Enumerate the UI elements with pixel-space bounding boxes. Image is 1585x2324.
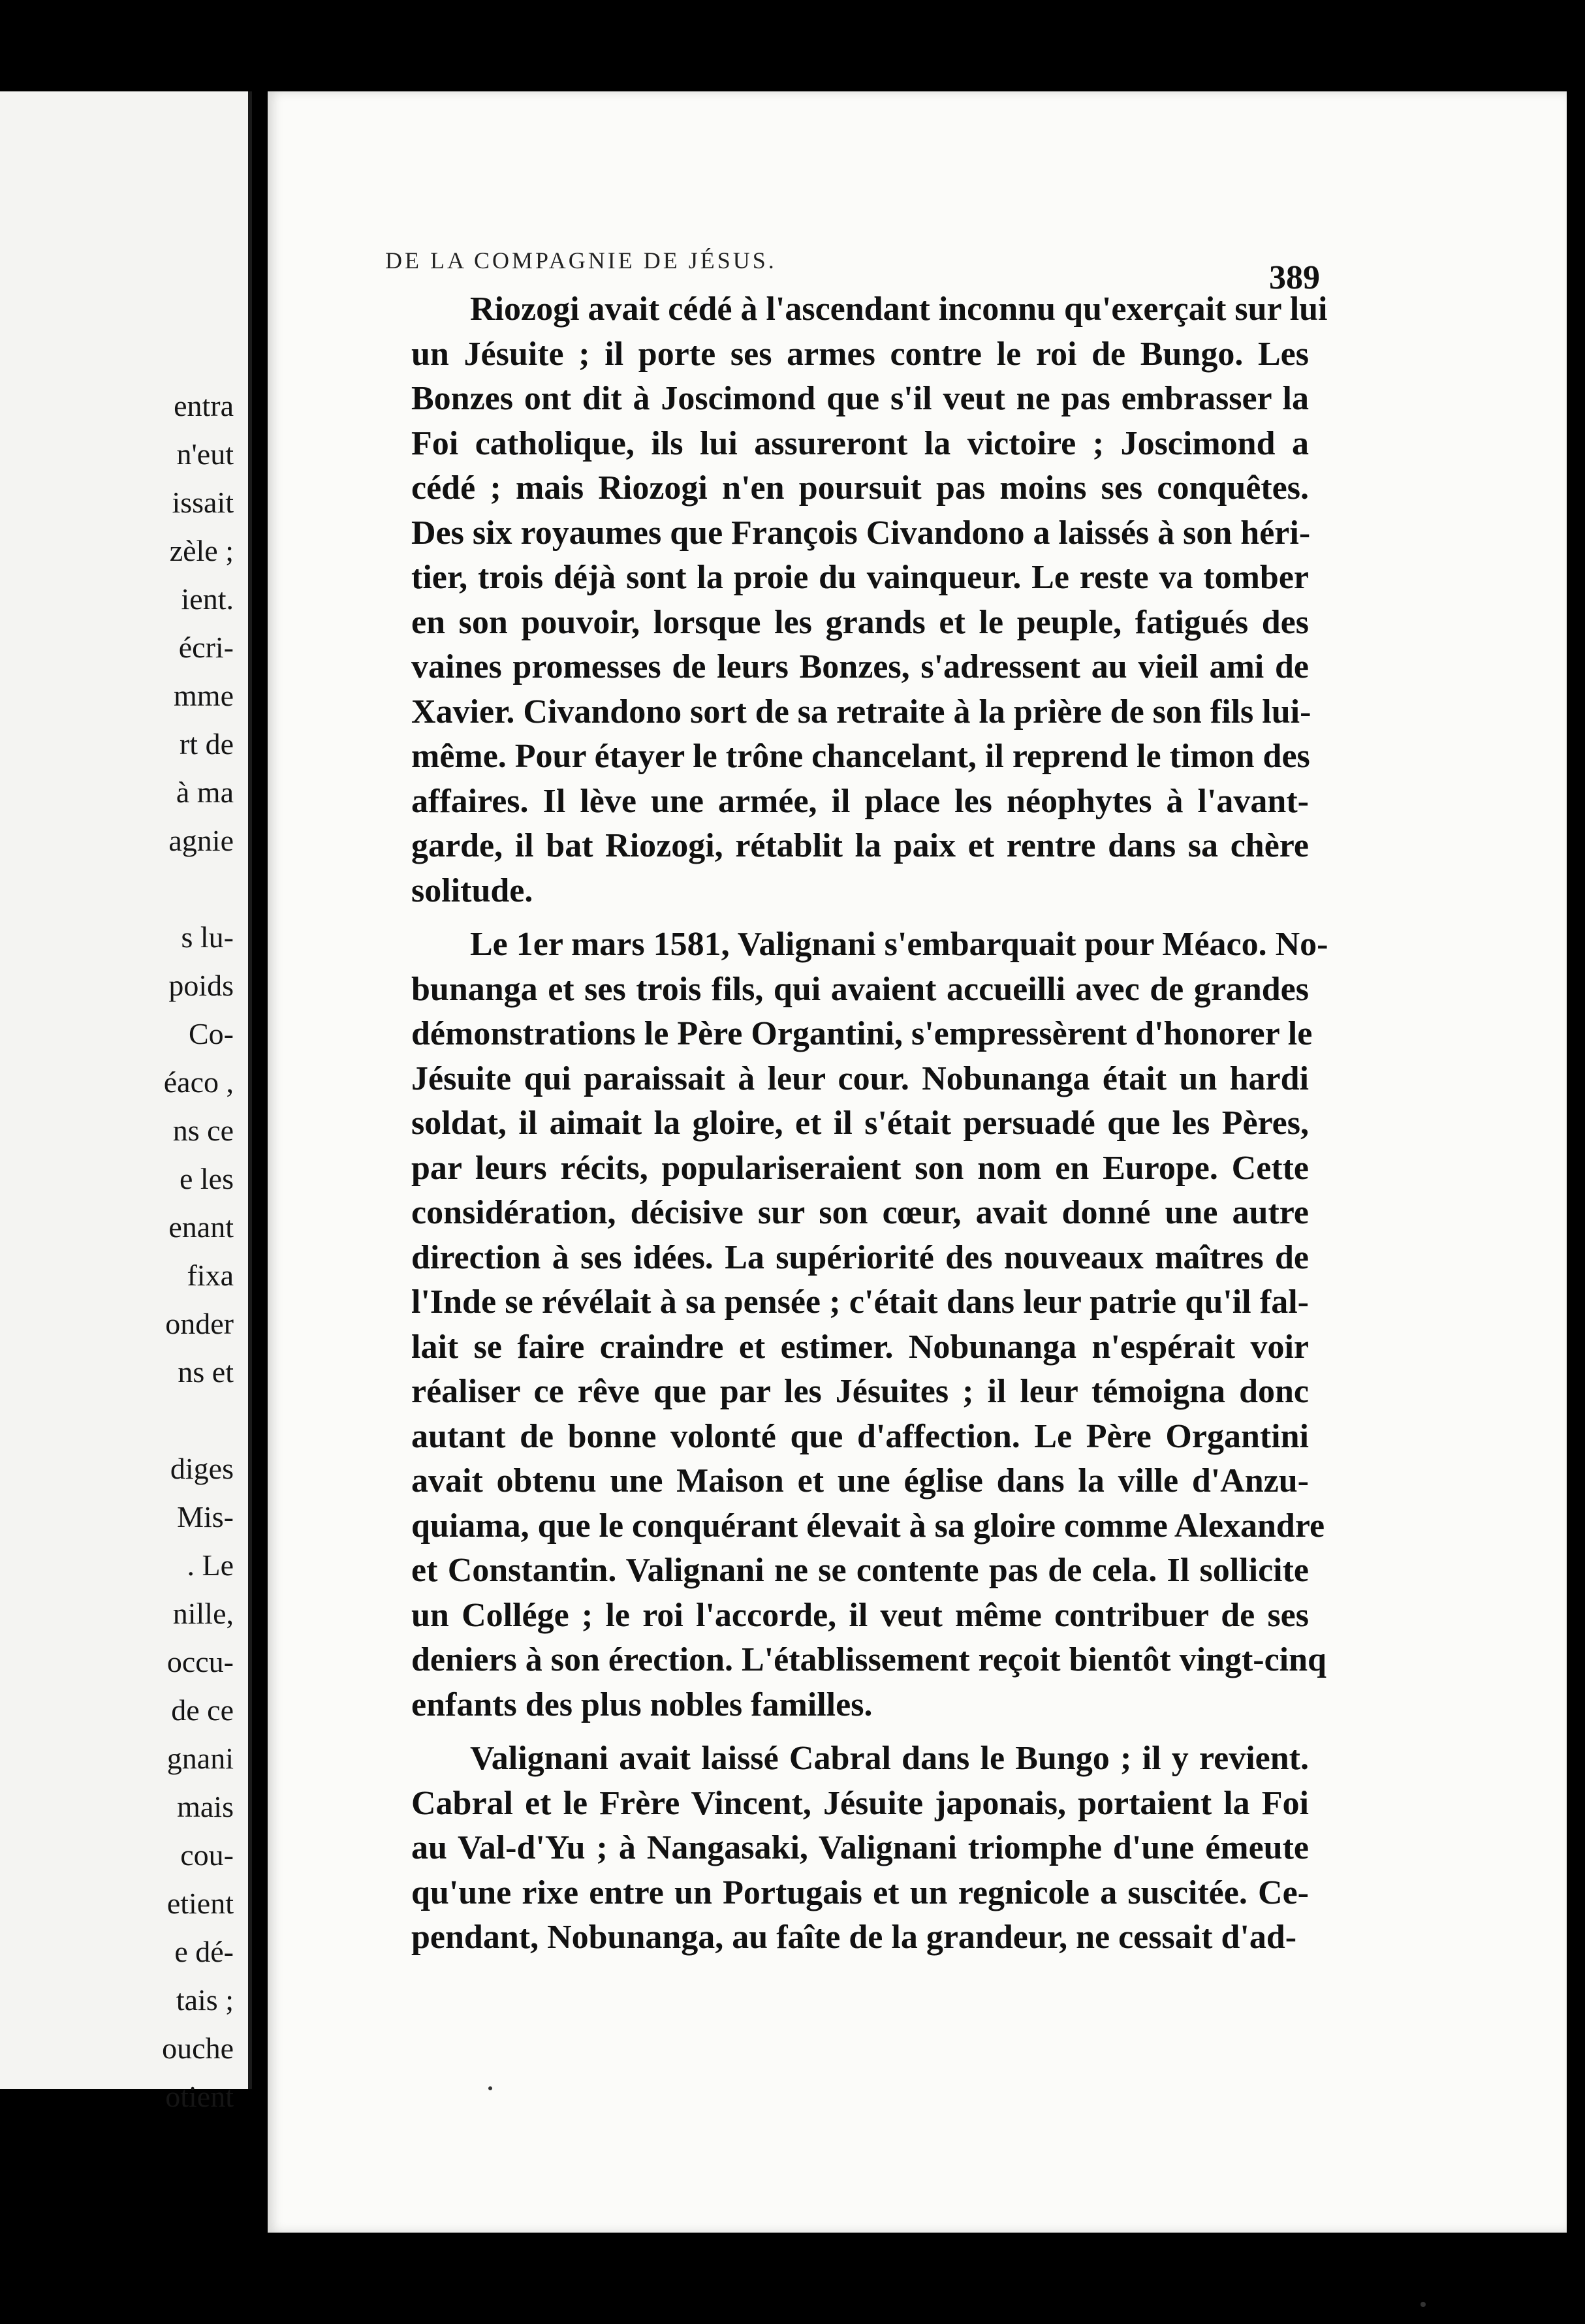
text-line: deniers à son érection. L'établissement reçoit bientôt vingt-cinq bbox=[411, 1641, 1326, 1678]
text-line: réaliser ce rêve que par les Jésuites ; il leur témoigna donc bbox=[411, 1373, 1309, 1410]
left-page-line: éaco , bbox=[163, 1065, 234, 1099]
left-page-line: etient bbox=[166, 1887, 234, 1920]
text-line: enfants des plus nobles familles. bbox=[411, 1686, 873, 1723]
left-page-line: ns ce bbox=[172, 1114, 234, 1147]
text-line: tier, trois déjà sont la proie du vainqueur. Le reste va tomber bbox=[411, 559, 1309, 596]
text-line: par leurs récits, populariseraient son nom en Europe. Cette bbox=[411, 1149, 1309, 1187]
left-page-line: agnie bbox=[168, 824, 234, 857]
left-page-line: entra bbox=[174, 389, 234, 422]
text-line: Jésuite qui paraissait à leur cour. Nobunanga était un hardi bbox=[411, 1060, 1309, 1097]
text-line: direction à ses idées. La supériorité des nouveaux maîtres de bbox=[411, 1238, 1309, 1276]
speck bbox=[1420, 2302, 1426, 2307]
text-line: vaines promesses de leurs Bonzes, s'adressent au vieil ami de bbox=[411, 648, 1309, 685]
left-page-line: poids bbox=[168, 969, 234, 1002]
text-line: démonstrations le Père Organtini, s'empressèrent d'honorer le bbox=[411, 1015, 1313, 1052]
text-line: solitude. bbox=[411, 872, 533, 909]
left-page-line: zèle ; bbox=[169, 534, 234, 567]
left-page-line: mais bbox=[177, 1790, 234, 1823]
left-page-line: e les bbox=[179, 1162, 234, 1195]
text-line: autant de bonne volonté que d'affection. Le Père Organtini bbox=[411, 1417, 1309, 1455]
speck bbox=[488, 2086, 492, 2090]
left-page-line: occu- bbox=[166, 1645, 234, 1678]
left-page-line: s lu- bbox=[181, 920, 234, 954]
left-page-line: . Le bbox=[187, 1548, 234, 1582]
text-line: Foi catholique, ils lui assureront la victoire ; Joscimond a bbox=[411, 424, 1309, 462]
left-page-line: Mis- bbox=[177, 1500, 234, 1533]
left-page-line bbox=[0, 865, 242, 913]
text-line: au Val-d'Yu ; à Nangasaki, Valignani triomphe d'une émeute bbox=[411, 1829, 1309, 1866]
text-line: qu'une rixe entre un Portugais et un regnicole a suscitée. Ce- bbox=[411, 1874, 1309, 1911]
left-page-line: n'eut bbox=[176, 437, 234, 471]
left-page-line: enant bbox=[168, 1210, 234, 1244]
left-page-line: ouche bbox=[162, 2032, 234, 2065]
running-head: DE LA COMPAGNIE DE JÉSUS. bbox=[385, 247, 777, 274]
text-line: avait obtenu une Maison et une église dans la ville d'Anzu- bbox=[411, 1462, 1309, 1500]
left-page-line: e dé- bbox=[174, 1935, 234, 1968]
text-line: bunanga et ses trois fils, qui avaient accueilli avec de grandes bbox=[411, 970, 1309, 1008]
text-line: considération, décisive sur son cœur, avait donné une autre bbox=[411, 1194, 1309, 1231]
text-line: et Constantin. Valignani ne se contente pas de cela. Il sollicite bbox=[411, 1552, 1309, 1589]
left-page-line: cou- bbox=[180, 1838, 234, 1872]
left-page-line: ns et bbox=[178, 1355, 234, 1389]
text-line: Xavier. Civandono sort de sa retraite à la prière de son fils lui- bbox=[411, 693, 1311, 730]
text-line: l'Inde se révélait à sa pensée ; c'était dans leur patrie qu'il fal- bbox=[411, 1283, 1309, 1321]
left-page-line: à ma bbox=[176, 776, 234, 809]
left-page-text bbox=[0, 382, 242, 2121]
left-page-line: onder bbox=[165, 1307, 234, 1340]
text-line: cédé ; mais Riozogi n'en poursuit pas moins ses conquêtes. bbox=[411, 469, 1309, 507]
left-page-line: nille, bbox=[172, 1597, 234, 1630]
left-page-line: rt de bbox=[179, 727, 234, 761]
left-page-line: ient. bbox=[181, 582, 234, 616]
text-line: pendant, Nobunanga, au faîte de la grandeur, ne cessait d'ad- bbox=[411, 1919, 1297, 1956]
text-line: en son pouvoir, lorsque les grands et le peuple, fatigués des bbox=[411, 603, 1309, 641]
left-page-line: diges bbox=[170, 1452, 234, 1485]
text-line: affaires. Il lève une armée, il place les néophytes à l'avant- bbox=[411, 782, 1309, 820]
text-line: soldat, il aimait la gloire, et il s'était persuadé que les Pères, bbox=[411, 1105, 1309, 1142]
left-page-line: tais ; bbox=[176, 1983, 234, 2017]
text-line: lait se faire craindre et estimer. Nobunanga n'espérait voir bbox=[411, 1328, 1309, 1366]
text-line: quiama, que le conquérant élevait à sa gloire comme Alexandre bbox=[411, 1507, 1325, 1545]
left-page-line: écri- bbox=[178, 631, 234, 664]
page-number: 389 bbox=[1269, 259, 1320, 296]
text-line: Le 1er mars 1581, Valignani s'embarquait pour Méaco. No- bbox=[470, 926, 1328, 963]
text-line: garde, il bat Riozogi, rétablit la paix et rentre dans sa chère bbox=[411, 827, 1309, 864]
body-text bbox=[411, 287, 1328, 1960]
left-page-line: de ce bbox=[171, 1693, 234, 1727]
left-page-line: issait bbox=[172, 486, 234, 519]
text-line: Des six royaumes que François Civandono a laissés à son héri- bbox=[411, 514, 1311, 552]
left-page-line bbox=[0, 1396, 242, 1445]
left-page-line: otient bbox=[165, 2080, 234, 2113]
text-line: Bonzes ont dit à Joscimond que s'il veut ne pas embrasser la bbox=[411, 380, 1309, 417]
left-page-fragment bbox=[0, 91, 252, 2113]
text-line: un Jésuite ; il porte ses armes contre le roi de Bungo. Les bbox=[411, 335, 1309, 373]
left-page-line: gnani bbox=[166, 1742, 234, 1775]
text-line: Valignani avait laissé Cabral dans le Bungo ; il y revient. bbox=[470, 1740, 1309, 1777]
left-page-line: fixa bbox=[187, 1259, 234, 1292]
text-line: même. Pour étayer le trône chancelant, il reprend le timon des bbox=[411, 738, 1310, 775]
text-line: Cabral et le Frère Vincent, Jésuite japonais, portaient la Foi bbox=[411, 1784, 1309, 1822]
text-line: Riozogi avait cédé à l'ascendant inconnu qu'exerçait sur lui bbox=[470, 290, 1328, 328]
text-line: un Collége ; le roi l'accorde, il veut même contribuer de ses bbox=[411, 1596, 1309, 1634]
left-page-line: Co- bbox=[189, 1017, 234, 1050]
left-page-line: mme bbox=[174, 679, 234, 712]
